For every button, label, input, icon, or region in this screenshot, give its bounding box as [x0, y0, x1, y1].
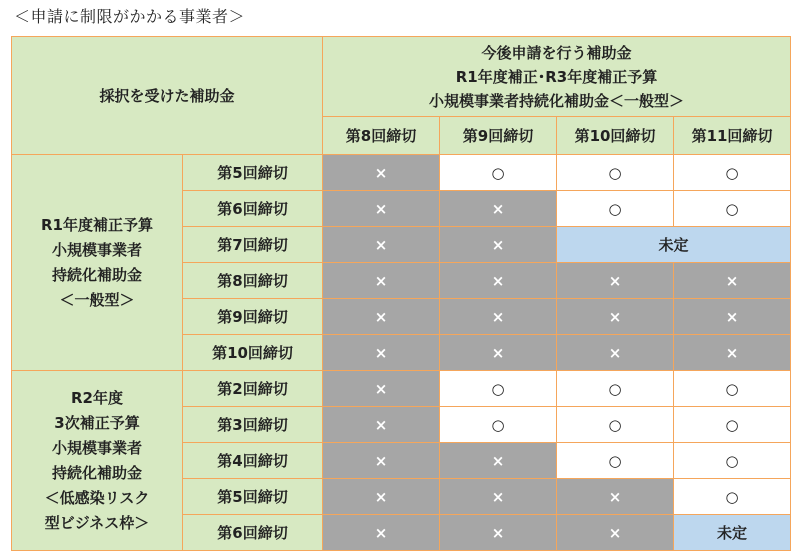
cell-eligible: ○ — [557, 191, 674, 227]
table-row — [12, 155, 791, 191]
cell-not-eligible: × — [674, 335, 791, 371]
column-header-round-11: 第11回締切 — [674, 117, 791, 155]
cell-not-eligible: × — [323, 407, 440, 443]
cell-not-eligible: × — [440, 263, 557, 299]
column-header-round-8: 第8回締切 — [323, 117, 440, 155]
header-future-line-1: 今後申請を行う補助金 — [481, 43, 632, 62]
cell-not-eligible: × — [323, 299, 440, 335]
group-label-line: 3次補正予算 — [54, 413, 140, 432]
cell-eligible: ○ — [674, 191, 791, 227]
group-label-line: ＜低感染リスク — [44, 488, 150, 507]
cell-not-eligible: × — [440, 191, 557, 227]
cell-eligible: ○ — [674, 443, 791, 479]
group-label-line: R2年度 — [71, 388, 123, 407]
cell-not-eligible: × — [323, 371, 440, 407]
cell-undecided: 未定 — [674, 515, 791, 551]
cell-not-eligible: × — [440, 299, 557, 335]
header-future-subsidy — [323, 37, 791, 117]
cell-not-eligible: × — [323, 191, 440, 227]
cell-not-eligible: × — [674, 263, 791, 299]
cell-eligible: ○ — [674, 479, 791, 515]
group-label-line: R1年度補正予算 — [41, 215, 153, 234]
group-label-line: 持続化補助金 — [51, 463, 142, 482]
cell-eligible: ○ — [674, 155, 791, 191]
cell-not-eligible: × — [674, 299, 791, 335]
row-label: 第10回締切 — [183, 335, 323, 371]
cell-not-eligible: × — [440, 515, 557, 551]
row-label: 第5回締切 — [183, 155, 323, 191]
row-label: 第6回締切 — [183, 191, 323, 227]
row-label: 第4回締切 — [183, 443, 323, 479]
cell-eligible: ○ — [440, 155, 557, 191]
cell-eligible: ○ — [674, 407, 791, 443]
row-label: 第3回締切 — [183, 407, 323, 443]
table-caption: ＜申請に制限がかかる事業者＞ — [14, 7, 246, 26]
cell-eligible: ○ — [557, 371, 674, 407]
cell-not-eligible: × — [440, 335, 557, 371]
group-label-line: 小規模事業者 — [51, 438, 142, 457]
cell-not-eligible: × — [557, 479, 674, 515]
cell-eligible: ○ — [440, 371, 557, 407]
cell-eligible: ○ — [674, 371, 791, 407]
cell-not-eligible: × — [557, 263, 674, 299]
cell-eligible: ○ — [557, 443, 674, 479]
cell-not-eligible: × — [323, 227, 440, 263]
column-header-round-9: 第9回締切 — [440, 117, 557, 155]
table-row — [12, 371, 791, 407]
cell-not-eligible: × — [323, 479, 440, 515]
cell-not-eligible: × — [440, 443, 557, 479]
eligibility-table — [11, 36, 791, 551]
cell-not-eligible: × — [323, 515, 440, 551]
cell-not-eligible: × — [323, 155, 440, 191]
cell-not-eligible: × — [323, 263, 440, 299]
cell-not-eligible: × — [440, 479, 557, 515]
header-future-line-3: 小規模事業者持続化補助金＜一般型＞ — [428, 91, 684, 110]
header-future-line-2: R1年度補正･R3年度補正予算 — [455, 67, 658, 86]
row-label: 第5回締切 — [183, 479, 323, 515]
group-label-line: 小規模事業者 — [51, 240, 142, 259]
cell-eligible: ○ — [557, 407, 674, 443]
row-label: 第9回締切 — [183, 299, 323, 335]
cell-not-eligible: × — [440, 227, 557, 263]
cell-not-eligible: × — [323, 443, 440, 479]
cell-not-eligible: × — [557, 335, 674, 371]
cell-not-eligible: × — [323, 335, 440, 371]
group-label-line: 持続化補助金 — [51, 265, 142, 284]
cell-not-eligible: × — [557, 299, 674, 335]
group-label-line: 型ビジネス枠＞ — [44, 513, 150, 532]
group-label-1 — [12, 155, 183, 371]
row-label: 第8回締切 — [183, 263, 323, 299]
column-header-round-10: 第10回締切 — [557, 117, 674, 155]
row-label: 第6回締切 — [183, 515, 323, 551]
row-label: 第7回締切 — [183, 227, 323, 263]
cell-eligible: ○ — [440, 407, 557, 443]
cell-undecided: 未定 — [557, 227, 791, 263]
cell-not-eligible: × — [557, 515, 674, 551]
row-label: 第2回締切 — [183, 371, 323, 407]
cell-eligible: ○ — [557, 155, 674, 191]
header-adopted-subsidy: 採択を受けた補助金 — [12, 37, 323, 155]
group-label-2 — [12, 371, 183, 551]
group-label-line: ＜一般型＞ — [59, 290, 135, 309]
